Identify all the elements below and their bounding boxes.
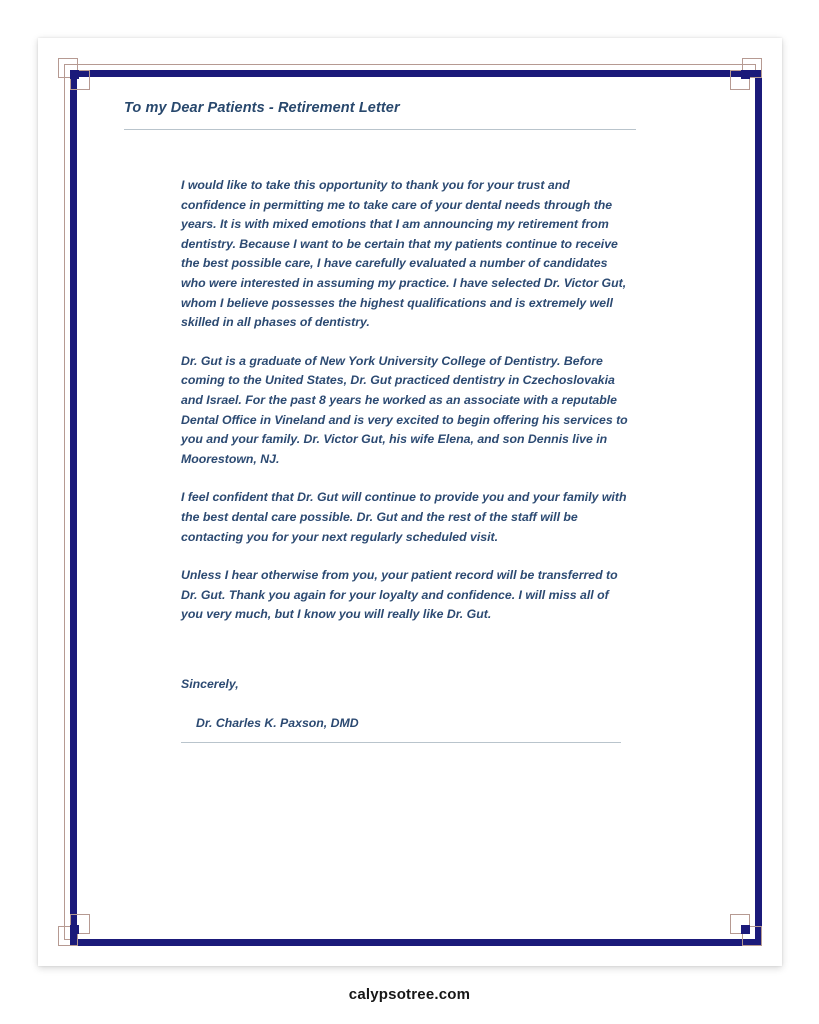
corner-navy-block-top-right xyxy=(741,70,750,79)
corner-navy-block-bottom-right xyxy=(741,925,750,934)
corner-ornament-bottom-right-inner xyxy=(730,914,750,934)
title-divider xyxy=(124,129,636,130)
corner-ornament-top-left-inner xyxy=(70,70,90,90)
letter-paragraph-1: I would like to take this opportunity to thank you for your trust and confidence in permitting me to take care of your dental needs through the years. It is with mixed emotions that I am announcing my retirement from dentistry. Because I want to be certain that my patients continue to receive the best possible care, I have carefully evaluated a number of candidates who were interested in assuming my practice. I have selected Dr. Victor Gut, whom I believe possesses the highest qualifications and is extremely well skilled in all phases of dentistry. xyxy=(181,178,627,330)
page-title: To my Dear Patients - Retirement Letter xyxy=(124,100,400,116)
corner-ornament-top-left-outer xyxy=(58,58,78,78)
letter-body xyxy=(124,176,698,743)
letter-content xyxy=(124,100,698,743)
letter-signature-name: Dr. Charles K. Paxson, DMD xyxy=(196,715,359,730)
letter-page-sheet xyxy=(38,38,782,966)
signature-divider xyxy=(181,742,621,743)
letter-paragraph-2: Dr. Gut is a graduate of New York University College of Dentistry. Before coming to the United States, Dr. Gut practiced dentistry in Czechoslovakia and Israel. For the past 8 years he worked as an associate with a reputable Dental Office in Vineland and is very excited to begin offering his services to you and your family. Dr. Victor Gut, his wife Elena, and son Dennis live in Moorestown, NJ. xyxy=(181,353,628,466)
corner-ornament-top-right-outer xyxy=(742,58,762,78)
footer-watermark: calypsotree.com xyxy=(348,986,471,1003)
letter-paragraph-4: Unless I hear otherwise from you, your patient record will be transferred to Dr. Gut. Thank you again for your loyalty and confidence. I will miss all of you very much, but I know you will really like Dr. Gut. xyxy=(181,568,618,622)
corner-ornament-bottom-left-inner xyxy=(70,914,90,934)
corner-navy-block-bottom-left xyxy=(70,925,79,934)
letter-paragraph-3: I feel confident that Dr. Gut will continue to provide you and your family with the best dental care possible. Dr. Gut and the rest of the staff will be contacting you for your next regularly scheduled visit. xyxy=(181,490,627,544)
letter-closing: Sincerely, xyxy=(181,676,239,691)
corner-ornament-bottom-right-outer xyxy=(742,926,762,946)
corner-ornament-top-right-inner xyxy=(730,70,750,90)
corner-ornament-bottom-left-outer xyxy=(58,926,78,946)
corner-navy-block-top-left xyxy=(70,70,79,79)
